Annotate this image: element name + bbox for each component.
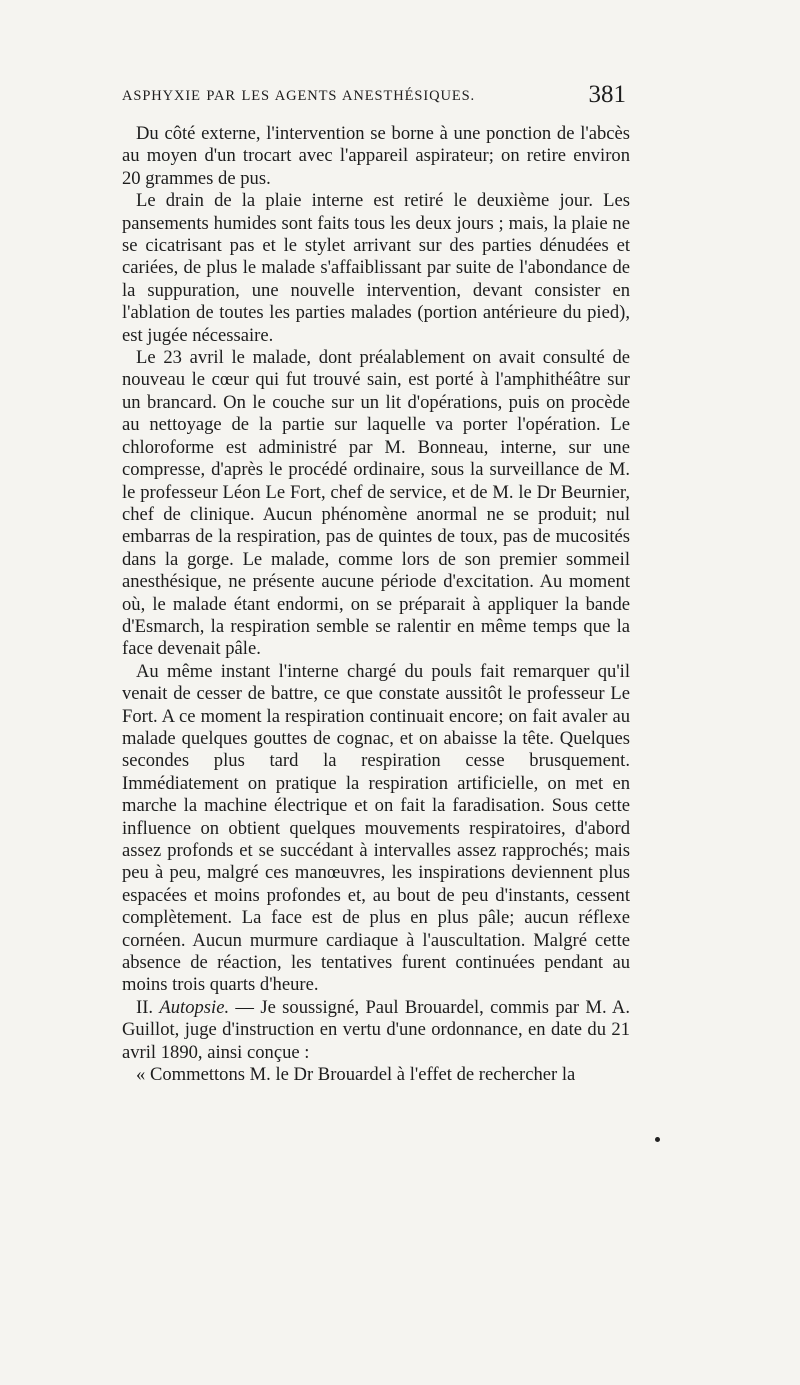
section-text: — Je soussigné, Paul Brouardel, commis par M. A. Guillot, juge d'instruction en vertu d'une ordonnance, en date du 21 avril 1890, ainsi conçue : (122, 996, 630, 1063)
paragraph-autopsie (122, 997, 630, 1064)
paragraph: Du côté externe, l'intervention se borne à une ponction de l'abcès au moyen d'un trocart avec l'appareil aspirateur; on retire environ 20 grammes de pus. (122, 123, 630, 189)
paragraph: « Commettons M. le Dr Brouardel à l'effet de rechercher la (136, 1064, 576, 1086)
body-text (122, 123, 630, 1086)
running-title: ASPHYXIE PAR LES AGENTS ANESTHÉSIQUES. (122, 88, 476, 104)
paragraph: Au même instant l'interne chargé du pouls fait remarquer qu'il venait de cesser de battre, ce que constate aussitôt le professeur Le Fort. A ce moment la respiration continuait encore; on fait avaler au malade quelques gouttes de cognac, et on abaisse la tête. Quelques secondes plus tard la respiration cesse brusquement. Immédiatement on pratique la respiration artificielle, on met en marche la machine électrique et on fait la faradisation. Sous cette influence on obtient quelques mouvements respiratoires, d'abord assez profonds et se succédant à intervalles assez rapprochés; mais peu à peu, malgré ces manœuvres, les inspirations deviennent plus espacées et moins profondes et, au bout de peu d'instants, cessent complètement. La face est de plus en plus pâle; aucun réflexe cornéen. Aucun murmure cardiaque à l'auscultation. Malgré cette absence de réaction, les tentatives furent continuées pendant au moins trois quarts d'heure. (122, 660, 630, 996)
ink-dot (655, 1137, 660, 1142)
section-number: II. (136, 996, 154, 1018)
paragraph: Le drain de la plaie interne est retiré le deuxième jour. Les pansements humides sont faits tous les deux jours ; mais, la plaie ne se cicatrisant pas et le stylet arrivant sur des parties dénudées et cariées, de plus le malade s'affaiblissant par suite de l'abondance de la suppuration, une nouvelle intervention, devant consister en l'ablation de toutes les parties malades (portion antérieure du pied), est jugée nécessaire. (122, 190, 630, 346)
running-head (118, 80, 626, 110)
paragraph: Le 23 avril le malade, dont préalablement on avait consulté de nouveau le cœur qui fut trouvé sain, est porté à l'amphithéâtre sur un brancard. On le couche sur un lit d'opérations, puis on procède au nettoyage de la partie sur laquelle va porter l'opération. Le chloroforme est administré par M. Bonneau, interne, sur une compresse, d'après le procédé ordinaire, sous la surveillance de M. le professeur Léon Le Fort, chef de service, et de M. le Dr Beurnier, chef de clinique. Aucun phénomène anormal ne se produit; nul embarras de la respiration, pas de quintes de toux, pas de mucosités dans la gorge. Le malade, comme lors de son premier sommeil anesthésique, ne présente aucune période d'excitation. Au moment où, le malade étant endormi, on se préparait à appliquer la bande d'Esmarch, la respiration semble se ralentir en même temps que la face devenait pâle. (122, 347, 630, 660)
page-number: 381 (588, 81, 626, 108)
section-heading: Autopsie. (159, 996, 230, 1018)
